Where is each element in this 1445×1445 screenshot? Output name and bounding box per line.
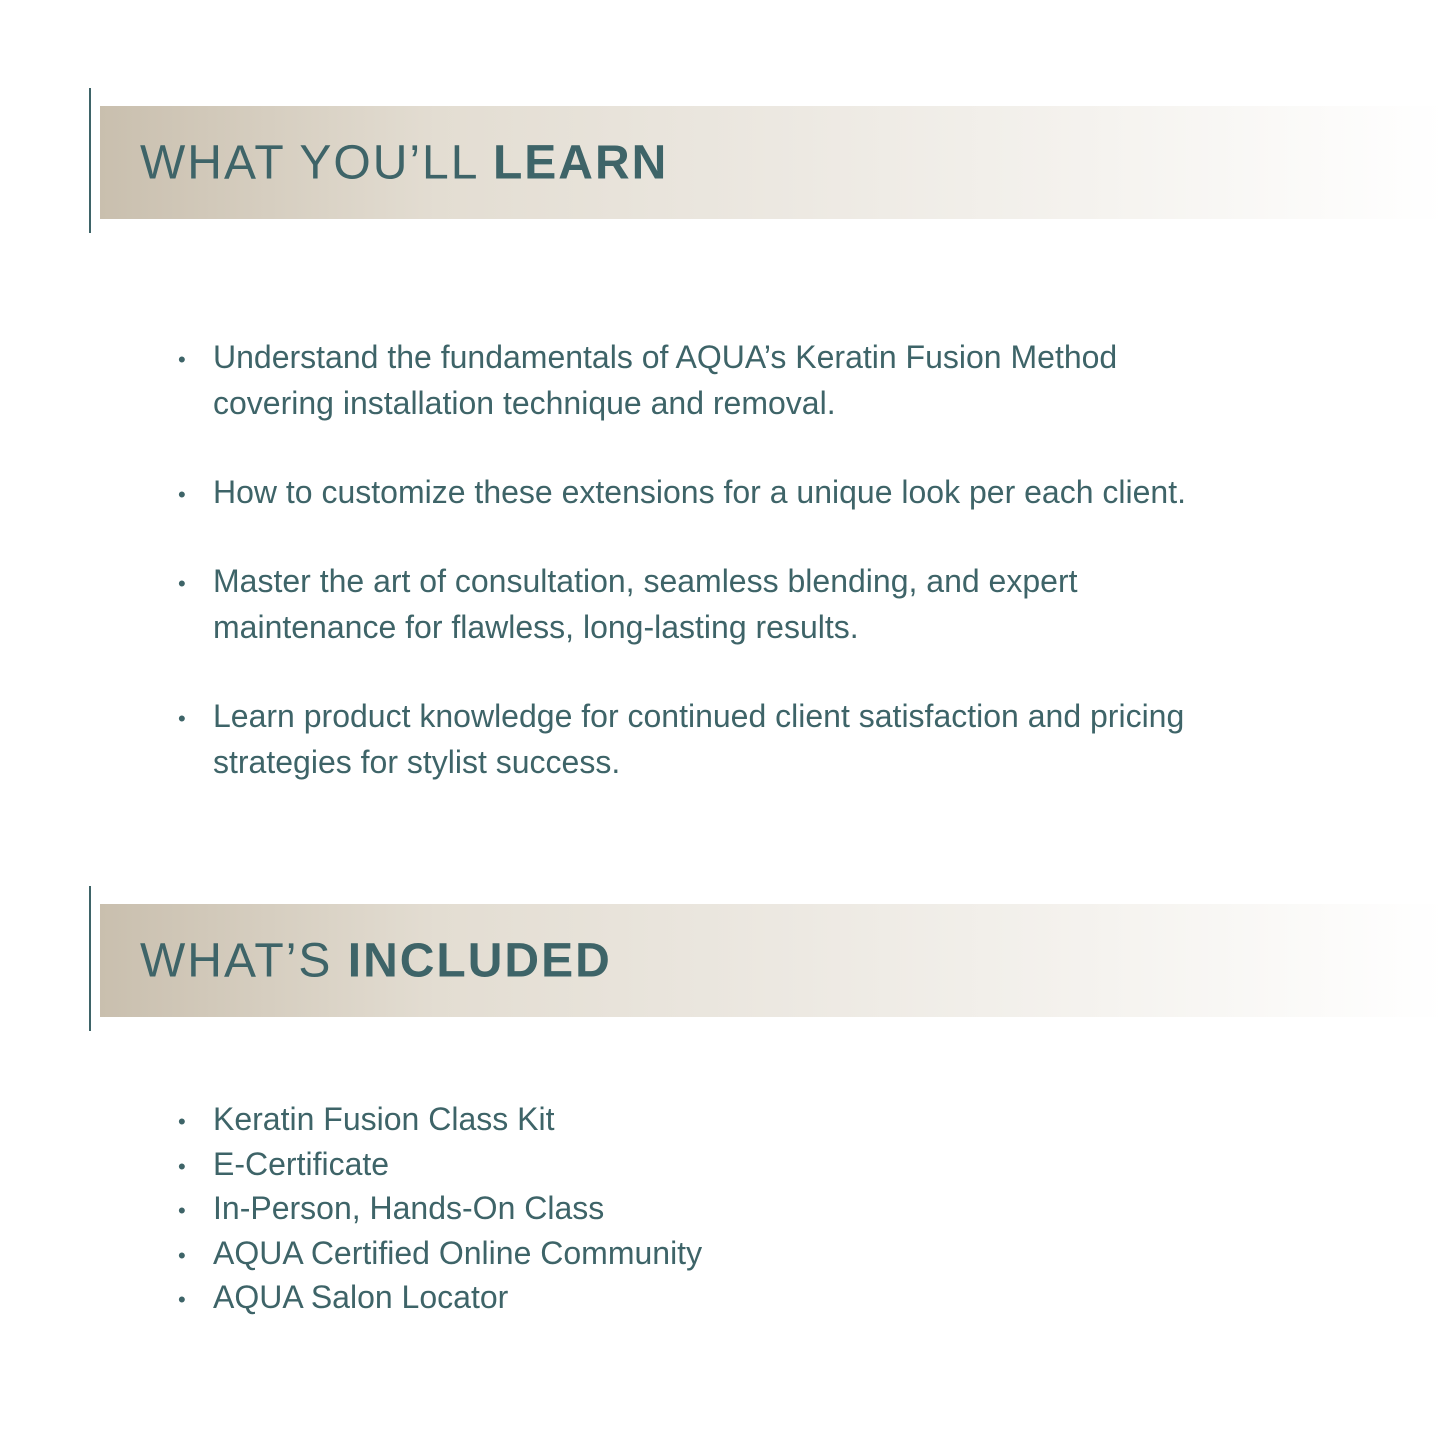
included-heading: [140, 933, 612, 988]
list-item: • In-Person, Hands-On Class: [213, 1186, 702, 1231]
list-item: • AQUA Salon Locator: [213, 1275, 702, 1320]
heading-light: WHAT YOU’LL: [140, 136, 493, 189]
list-item: • How to customize these extensions for a unique look per each client.: [213, 469, 1293, 515]
heading-bold: LEARN: [492, 136, 669, 189]
included-list: [213, 1097, 702, 1320]
learn-list: [213, 334, 1293, 828]
included-banner: [100, 904, 1445, 1017]
accent-line-included: [89, 886, 91, 1031]
list-item: • E-Certificate: [213, 1142, 702, 1187]
accent-line-learn: [89, 88, 91, 233]
learn-banner: [100, 106, 1445, 219]
list-item: • Master the art of consultation, seamless blending, and expert maintenance for flawless, long-lasting results.: [213, 558, 1173, 650]
learn-heading: [140, 135, 668, 190]
list-item: • Learn product knowledge for continued client satisfaction and pricing strategies for stylist success.: [213, 693, 1273, 785]
heading-light: WHAT’S: [140, 934, 348, 987]
list-item: • Understand the fundamentals of AQUA’s Keratin Fusion Method covering installation technique and removal.: [213, 334, 1203, 426]
heading-bold: INCLUDED: [347, 934, 612, 987]
list-item: • Keratin Fusion Class Kit: [213, 1097, 702, 1142]
list-item: • AQUA Certified Online Community: [213, 1231, 702, 1276]
